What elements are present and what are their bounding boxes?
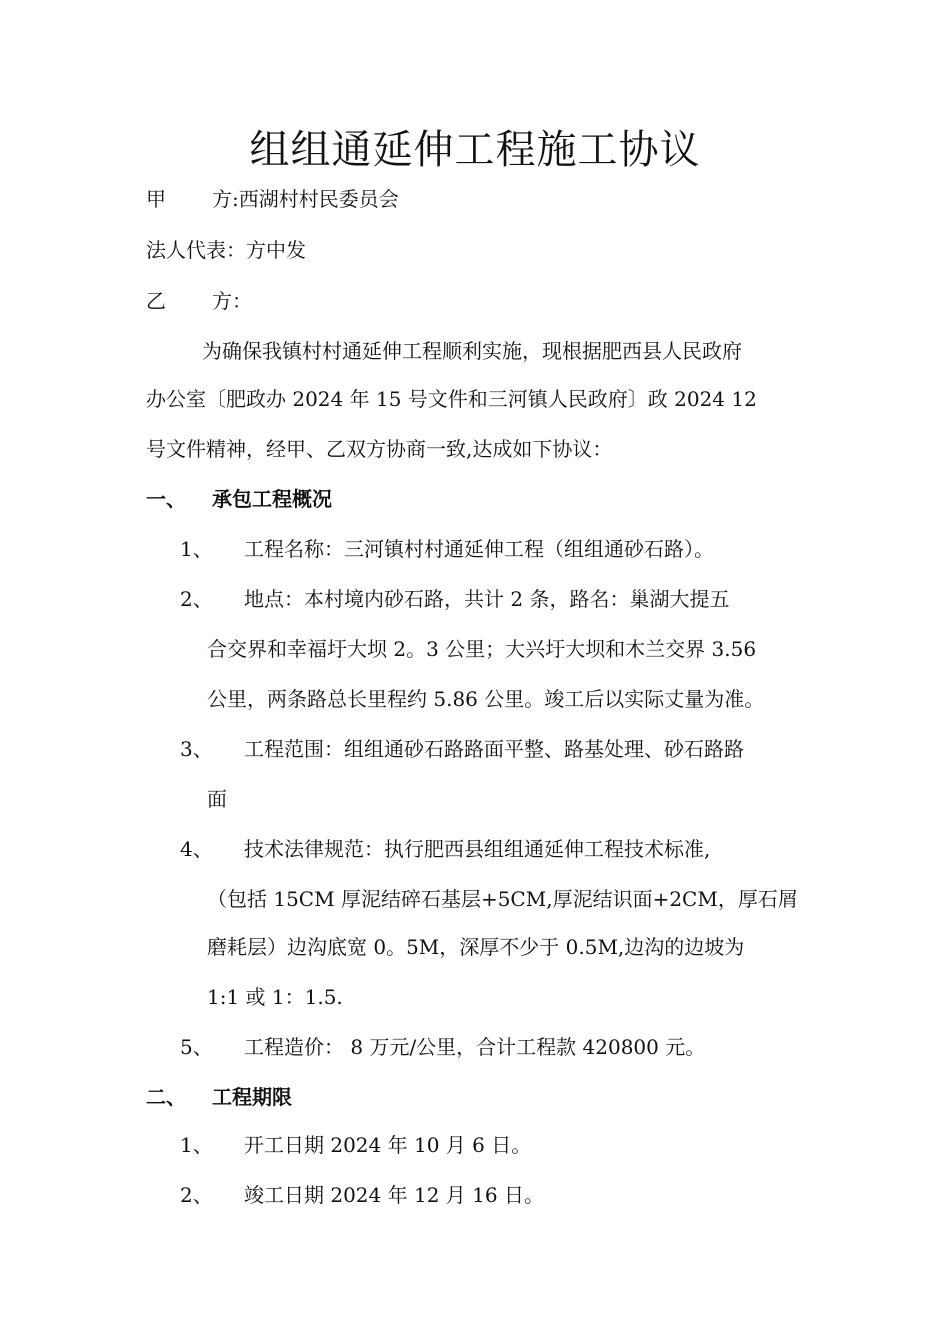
section-heading: 承包工程概况 [212,487,332,511]
intro-line: 号文件精神，经甲、乙双方协商一致,达成如下协议： [146,437,613,461]
item-number: 2、 [180,587,213,611]
item-line: 地点：本村境内砂石路，共计 2 条，路名：巢湖大提五 [244,587,730,611]
item-number: 5、 [180,1035,213,1059]
section-number: 一、 [146,487,186,511]
section-number: 二、 [146,1085,186,1109]
item-line: 开工日期 2024 年 10 月 6 日。 [244,1133,532,1157]
item-number: 2、 [180,1183,213,1207]
section-heading: 工程期限 [212,1085,292,1109]
item-line: 1:1 或 1：1.5. [207,985,343,1009]
party-a-text: 方:西湖村村民委员会 [212,187,399,211]
item-line: 技术法律规范：执行肥西县组组通延伸工程技术标准, [244,837,711,861]
document-title: 组组通延伸工程施工协议 [249,127,701,173]
item-line: （包括 15CM 厚泥结碎石基层+5CM,厚泥结识面+2CM，厚石屑 [207,887,798,911]
legal-representative: 法人代表：方中发 [146,238,306,262]
party-b-label: 乙 [146,289,166,313]
item-line: 工程范围：组组通砂石路路面平整、路基处理、砂石路路 [244,737,744,761]
item-number: 1、 [180,537,213,561]
intro-line: 办公室〔肥政办 2024 年 15 号文件和三河镇人民政府〕政 2024 12 [146,387,757,411]
item-number: 1、 [180,1133,213,1157]
item-line: 工程造价： 8 万元/公里，合计工程款 420800 元。 [244,1035,706,1059]
item-line: 合交界和幸福圩大坝 2。3 公里；大兴圩大坝和木兰交界 3.56 [207,637,757,661]
item-line: 竣工日期 2024 年 12 月 16 日。 [244,1183,544,1207]
item-line: 面 [207,787,227,811]
item-number: 4、 [180,837,213,861]
item-line: 工程名称：三河镇村村通延伸工程（组组通砂石路）。 [244,537,714,561]
item-line: 公里，两条路总长里程约 5.86 公里。竣工后以实际丈量为准。 [207,687,765,711]
item-number: 3、 [180,737,213,761]
intro-line: 为确保我镇村村通延伸工程顺利实施，现根据肥西县人民政府 [202,339,742,363]
party-b-text: 方： [212,289,252,313]
item-line: 磨耗层）边沟底宽 0。5M，深厚不少于 0.5M,边沟的边坡为 [207,935,745,959]
party-a-label: 甲 [146,187,166,211]
